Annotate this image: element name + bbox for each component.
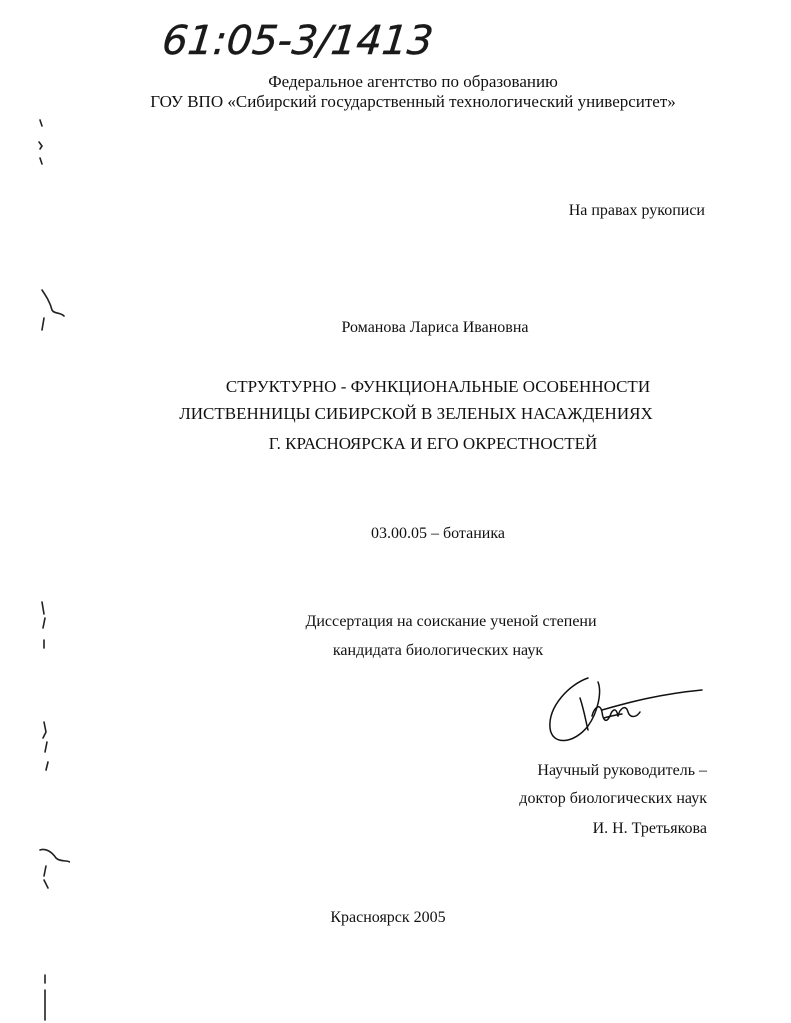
handwritten-catalog-number-text: 61:05-3/1413 xyxy=(160,18,436,64)
dissertation-title-line-1: СТРУКТУРНО - ФУНКЦИОНАЛЬНЫЕ ОСОБЕННОСТИ xyxy=(225,377,651,396)
signature xyxy=(540,672,710,750)
handwritten-catalog-number xyxy=(160,8,450,68)
dissertation-title-line-2: ЛИСТВЕННИЦЫ СИБИРСКОЙ В ЗЕЛЕНЫХ НАСАЖДЕНИЯХ xyxy=(179,404,653,423)
supervisor-role: Научный руководитель – xyxy=(537,762,707,779)
university-name: ГОУ ВПО «Сибирский государственный технологический университет» xyxy=(150,92,676,111)
degree-line-2: кандидата биологических наук xyxy=(332,642,544,659)
supervisor-degree: доктор биологических наук xyxy=(519,790,707,807)
supervisor-name: И. Н. Третьякова xyxy=(592,820,707,837)
manuscript-rights-note: На правах рукописи xyxy=(568,202,705,219)
city-year: Красноярск 2005 xyxy=(330,909,446,926)
degree-line-1: Диссертация на соискание ученой степени xyxy=(305,613,597,630)
specialty-code: 03.00.05 – ботаника xyxy=(371,525,505,542)
author-name: Романова Лариса Ивановна xyxy=(341,319,529,336)
agency-name: Федеральное агентство по образованию xyxy=(268,72,558,91)
dissertation-title-line-3: Г. КРАСНОЯРСКА И ЕГО ОКРЕСТНОСТЕЙ xyxy=(268,434,598,453)
margin-scan-marks xyxy=(30,0,70,1023)
